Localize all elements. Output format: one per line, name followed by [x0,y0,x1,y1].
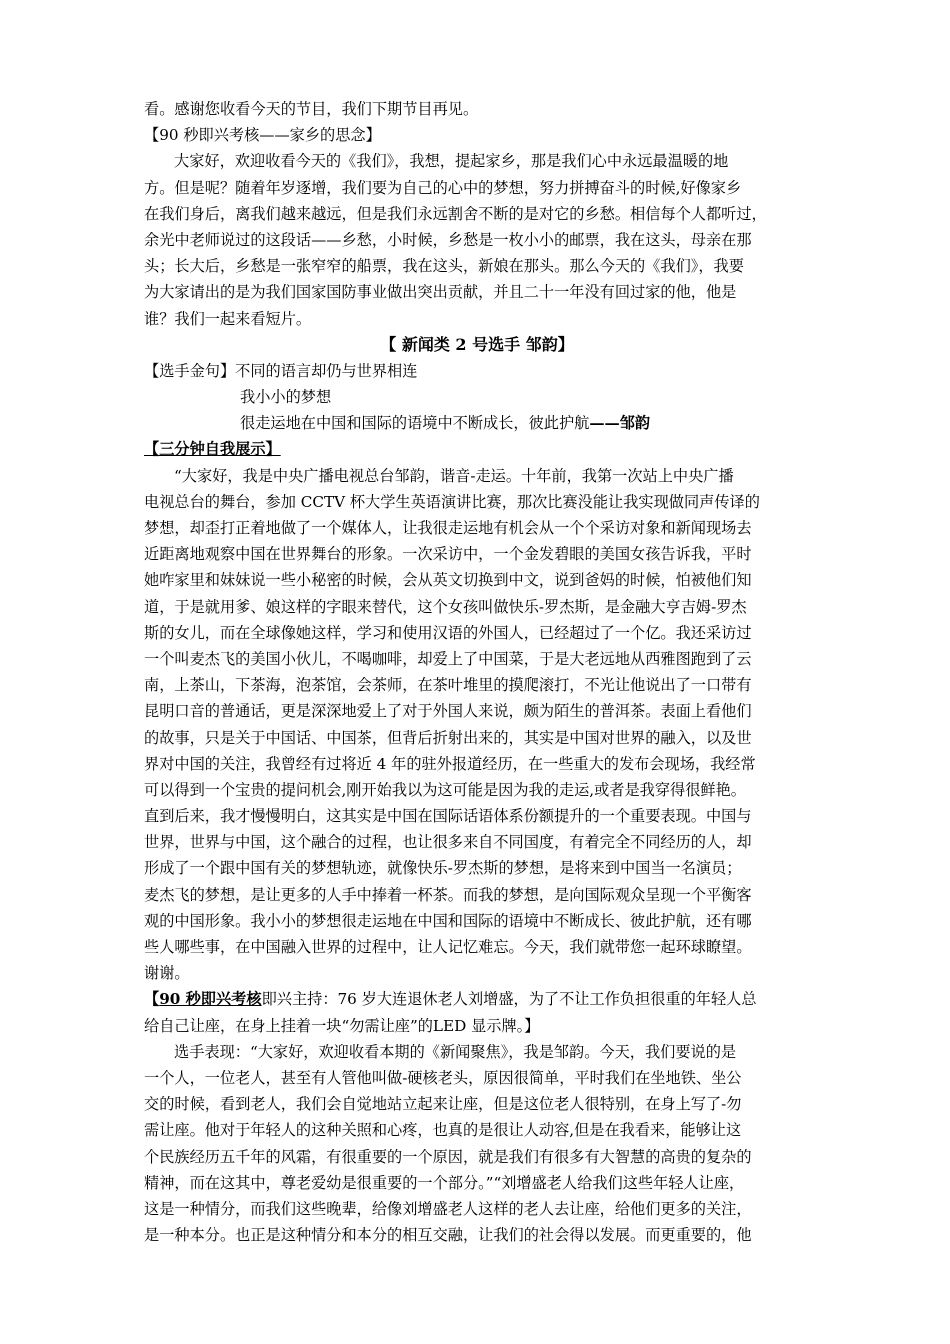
paragraph-line: 为大家请出的是为我们国家国防事业做出突出贡献，并且二十一年没有回过家的他，他是 [144,283,737,302]
paragraph-line: 近距离地观察中国在世界舞台的形象。一次采访中，一个金发碧眼的美国女孩告诉我，平时 [144,545,752,564]
paragraph-line: “大家好，我是中央广播电视总台邹韵，谐音-走运。十年前，我第一次站上中央广播 [174,466,734,485]
paragraph-line: 梦想，却歪打正着地做了一个媒体人，让我很走运地有机会从一个个采访对象和新闻现场去 [144,519,752,537]
paragraph-line: 南，上茶山，下茶海，泡茶馆，会茶师，在茶叶堆里的摸爬滚打，不光让他说出了一口带有 [144,676,752,695]
paragraph-line: 需让座。他对于年轻人的这种关照和心疼，也真的是很让人动容,但是在我看来，能够让这 [144,1121,742,1140]
quote-text: 很走运地在中国和国际的语境中不断成长，彼此护航 [240,414,590,433]
quote-row-2: 我小小的梦想 [240,388,332,407]
paragraph-line: 电视总台的舞台，参加 CCTV 杯大学生英语演讲比赛，那次比赛没能让我实现做同声传译的 [144,492,760,511]
improv-prompt-row-2: 给自己让座，在身上挂着一块“勿需让座”的LED 显示牌。】 [144,1016,540,1035]
paragraph-line: 直到后来，我才慢慢明白，这其实是中国在国际话语体系份额提升的一个重要表现。中国与 [144,807,752,826]
self-intro-title: 【三分钟自我展示】 [144,440,281,459]
paragraph-line: 谢谢。 [144,964,190,983]
contestant-heading: 【 新闻类 2 号选手 邹韵】 [380,334,574,354]
paragraph-line: 一个叫麦杰飞的美国小伙儿，不喝咖啡，却爱上了中国菜，于是大老远地从西雅图跑到了云 [144,649,752,668]
paragraph-line: 选手表现：“大家好，欢迎收看本期的《新闻聚焦》，我是邹韵。今天，我们要说的是 [174,1042,737,1061]
section-title-hometown: 【90 秒即兴考核——家乡的思念】 [144,126,381,145]
paragraph-line: 大家好，欢迎收看今天的《我们》，我想，提起家乡，那是我们心中永远最温暖的地 [174,152,729,171]
paragraph-line: 余光中老师说过的这段话——乡愁，小时候，乡愁是一枚小小的邮票，我在这头，母亲在那 [144,230,752,249]
improv-prompt: 即兴主持：76 岁大连退休老人刘增盛，为了不让工作负担很重的年轻人总 [261,990,757,1009]
quote-label: 【选手金句】 [144,361,236,380]
intro-closing-line: 看。感谢您收看今天的节目，我们下期节目再见。 [144,100,479,118]
self-intro-title-row [144,436,810,462]
paragraph-line: 道，于是就用爹、娘这样的字眼来替代，这个女孩叫做快乐-罗杰斯，是金融大亨吉姆-罗杰 [144,597,747,616]
paragraph-line: 交的时候，看到老人，我们会自觉地站立起来让座，但是这位老人很特别，在身上写了-勿 [144,1095,742,1114]
quote-row-1 [144,358,810,384]
paragraph-line: 谁？我们一起来看短片。 [144,309,312,328]
paragraph-line: 这是一种情分，而我们这些晚辈，给像刘增盛老人这样的老人去让座，给他们更多的关注， [144,1199,752,1218]
paragraph-line: 头；长大后，乡愁是一张窄窄的船票，我在这头，新娘在那头。那么今天的《我们》，我要 [144,257,744,276]
paragraph-line: 斯的女儿，而在全球像她这样，学习和使用汉语的外国人，已经超过了一个亿。我还采访过 [144,623,752,642]
paragraph-line: 昆明口音的普通话，更是深深地爱上了对于外国人来说，颇为陌生的普洱茶。表面上看他们 [144,702,752,721]
paragraph-line: 可以得到一个宝贵的提问机会,刚开始我以为这可能是因为我的走运,或者是我穿得很鲜艳。 [144,780,746,799]
paragraph-line: 的故事，只是关于中国话、中国茶，但背后折射出来的，其实是中国对世界的融入，以及世 [144,728,752,747]
paragraph-line: 形成了一个跟中国有关的梦想轨迹，就像快乐-罗杰斯的梦想，是将来到中国当一名演员； [144,859,742,878]
paragraph-line: 精神，而在这其中，尊老爱幼是很重要的一个部分。”“刘增盛老人给我们这些年轻人让座， [144,1173,745,1192]
paragraph-line: 在我们身后，离我们越来越远，但是我们永远割舍不断的是对它的乡愁。相信每个人都听过， [144,204,767,223]
document-page [144,96,810,1248]
paragraph-line: 一个人，一位老人，甚至有人管他叫做-硬核老头，原因很简单，平时我们在坐地铁、坐公 [144,1068,742,1087]
improv-bracket: 【 [144,990,160,1009]
quote-signature: ——邹韵 [589,414,651,433]
paragraph-line: 界对中国的关注，我曾经有过将近 4 年的驻外报道经历，在一些重大的发布会现场，我经常 [144,754,756,773]
quote-text: 不同的语言却仍与世界相连 [235,361,418,380]
paragraph-line: 个民族经历五千年的风霜，有很重要的一个原因，就是我们有很多有大智慧的高贵的复杂的 [144,1147,752,1166]
paragraph-line: 是一种本分。也正是这种情分和本分的相互交融，让我们的社会得以发展。而更重要的，他 [144,1226,752,1245]
paragraph-line: 她咋家里和妹妹说一些小秘密的时候，会从英文切换到中文，说到爸妈的时候，怕被他们知 [144,571,752,590]
improv-title: 90 秒即兴考核 [159,990,262,1009]
paragraph-line: 方。但是呢？随着年岁逐增，我们要为自己的心中的梦想，努力拼搏奋斗的时候,好像家乡 [144,178,742,197]
paragraph-line: 麦杰飞的梦想，是让更多的人手中捧着一杯茶。而我的梦想，是向国际观众呈现一个平衡客 [144,885,752,904]
quote-row-3 [144,410,810,436]
paragraph-line: 世界，世界与中国，这个融合的过程，也让很多来自不同国度，有着完全不同经历的人，却 [144,833,752,852]
paragraph-line: 观的中国形象。我小小的梦想很走运地在中国和国际的语境中不断成长、彼此护航，还有哪 [144,911,752,930]
paragraph-line: 些人哪些事，在中国融入世界的过程中，让人记忆难忘。今天，我们就带您一起环球瞭望。 [144,938,752,956]
improv-prompt-row-1 [144,986,810,1012]
